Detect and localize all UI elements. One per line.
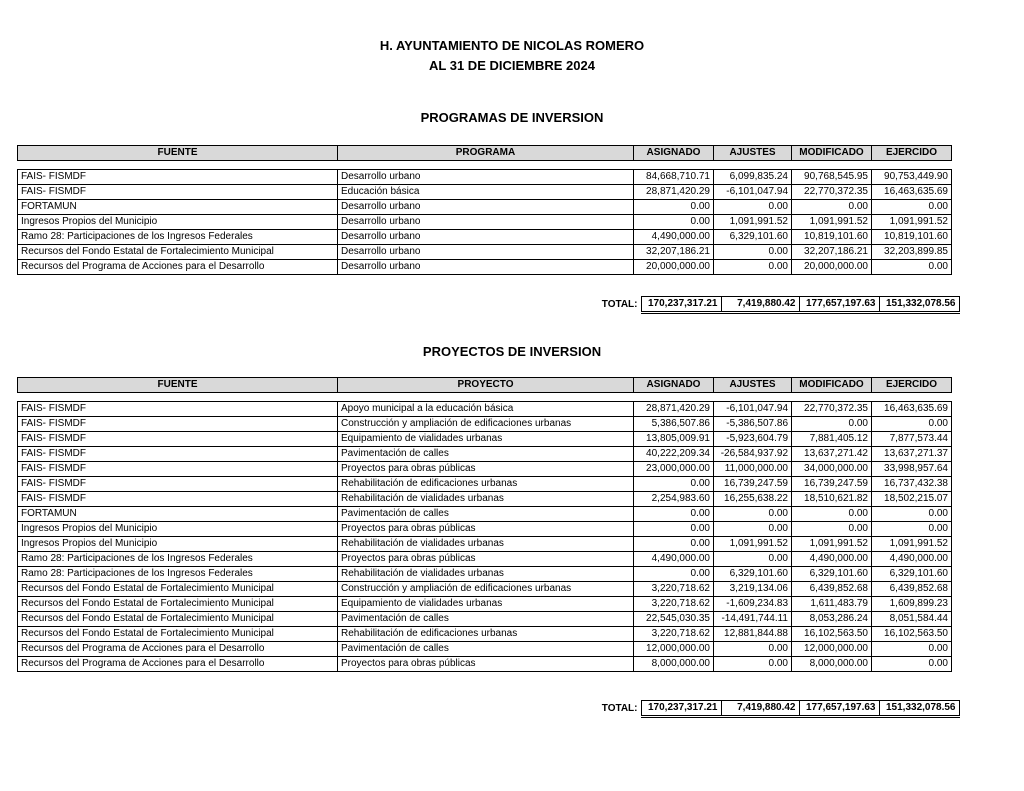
cell-proyecto: Pavimentación de calles bbox=[338, 612, 634, 627]
cell-asignado: 22,545,030.35 bbox=[634, 612, 714, 627]
cell-modificado: 18,510,621.82 bbox=[792, 492, 872, 507]
table-row bbox=[18, 627, 952, 642]
cell-modificado: 13,637,271.42 bbox=[792, 447, 872, 462]
cell-fuente: FAIS- FISMDF bbox=[18, 417, 338, 432]
cell-modificado: 22,770,372.35 bbox=[792, 185, 872, 200]
programas-total-ajustes: 7,419,880.42 bbox=[721, 297, 799, 313]
cell-fuente: Recursos del Fondo Estatal de Fortalecimiento Municipal bbox=[18, 627, 338, 642]
cell-programa: Desarrollo urbano bbox=[338, 260, 634, 275]
table-row bbox=[18, 230, 952, 245]
cell-programa: Desarrollo urbano bbox=[338, 245, 634, 260]
cell-ejercido: 4,490,000.00 bbox=[872, 552, 952, 567]
col-modificado: MODIFICADO bbox=[792, 146, 872, 161]
cell-fuente: Recursos del Fondo Estatal de Fortalecimiento Municipal bbox=[18, 597, 338, 612]
table-row bbox=[18, 582, 952, 597]
cell-asignado: 32,207,186.21 bbox=[634, 245, 714, 260]
cell-modificado: 4,490,000.00 bbox=[792, 552, 872, 567]
cell-fuente: Ramo 28: Participaciones de los Ingresos Federales bbox=[18, 552, 338, 567]
cell-asignado: 23,000,000.00 bbox=[634, 462, 714, 477]
programas-title: PROGRAMAS DE INVERSION bbox=[420, 110, 604, 125]
cell-modificado: 1,611,483.79 bbox=[792, 597, 872, 612]
cell-proyecto: Proyectos para obras públicas bbox=[338, 657, 634, 672]
cell-modificado: 0.00 bbox=[792, 507, 872, 522]
cell-asignado: 40,222,209.34 bbox=[634, 447, 714, 462]
cell-ajustes: 0.00 bbox=[714, 642, 792, 657]
cell-fuente: Ramo 28: Participaciones de los Ingresos Federales bbox=[18, 230, 338, 245]
proyectos-header-row bbox=[18, 378, 952, 393]
cell-ajustes: 12,881,844.88 bbox=[714, 627, 792, 642]
cell-ajustes: -5,386,507.86 bbox=[714, 417, 792, 432]
cell-asignado: 84,668,710.71 bbox=[634, 170, 714, 185]
proyectos-title: PROYECTOS DE INVERSION bbox=[422, 344, 602, 359]
programas-total-label: TOTAL: bbox=[601, 298, 638, 310]
cell-fuente: Ramo 28: Participaciones de los Ingresos Federales bbox=[18, 567, 338, 582]
spacer-cell bbox=[872, 161, 952, 170]
cell-ejercido: 16,463,635.69 bbox=[872, 185, 952, 200]
col-fuente: FUENTE bbox=[18, 146, 338, 161]
programas-total bbox=[17, 296, 960, 314]
cell-ejercido: 8,051,584.44 bbox=[872, 612, 952, 627]
table-row bbox=[18, 447, 952, 462]
cell-ajustes: 16,739,247.59 bbox=[714, 477, 792, 492]
cell-modificado: 10,819,101.60 bbox=[792, 230, 872, 245]
cell-ejercido: 32,203,899.85 bbox=[872, 245, 952, 260]
spacer-cell bbox=[634, 161, 714, 170]
spacer-cell bbox=[18, 161, 338, 170]
cell-ejercido: 16,463,635.69 bbox=[872, 402, 952, 417]
cell-modificado: 0.00 bbox=[792, 200, 872, 215]
programas-total-ejercido: 151,332,078.56 bbox=[879, 297, 959, 313]
cell-ajustes: 16,255,638.22 bbox=[714, 492, 792, 507]
spacer-cell bbox=[18, 393, 338, 402]
cell-modificado: 0.00 bbox=[792, 417, 872, 432]
cell-ejercido: 1,609,899.23 bbox=[872, 597, 952, 612]
spacer-row bbox=[18, 161, 952, 170]
cell-fuente: Recursos del Programa de Acciones para el Desarrollo bbox=[18, 657, 338, 672]
table-row bbox=[18, 260, 952, 275]
table-row bbox=[18, 642, 952, 657]
cell-ejercido: 90,753,449.90 bbox=[872, 170, 952, 185]
cell-ejercido: 7,877,573.44 bbox=[872, 432, 952, 447]
cell-ejercido: 16,737,432.38 bbox=[872, 477, 952, 492]
spacer-cell bbox=[792, 393, 872, 402]
cell-modificado: 8,053,286.24 bbox=[792, 612, 872, 627]
cell-fuente: FAIS- FISMDF bbox=[18, 477, 338, 492]
cell-ejercido: 0.00 bbox=[872, 657, 952, 672]
cell-fuente: FAIS- FISMDF bbox=[18, 492, 338, 507]
col-ajustes: AJUSTES bbox=[714, 146, 792, 161]
cell-proyecto: Construcción y ampliación de edificaciones urbanas bbox=[338, 417, 634, 432]
col-asignado: ASIGNADO bbox=[634, 146, 714, 161]
cell-proyecto: Apoyo municipal a la educación básica bbox=[338, 402, 634, 417]
cell-ajustes: -14,491,744.11 bbox=[714, 612, 792, 627]
cell-ejercido: 0.00 bbox=[872, 417, 952, 432]
cell-fuente: Recursos del Programa de Acciones para el Desarrollo bbox=[18, 260, 338, 275]
cell-ejercido: 0.00 bbox=[872, 522, 952, 537]
proyectos-total-ejercido: 151,332,078.56 bbox=[879, 701, 959, 717]
table-row bbox=[18, 552, 952, 567]
table-row bbox=[18, 432, 952, 447]
cell-ejercido: 0.00 bbox=[872, 260, 952, 275]
cell-fuente: FAIS- FISMDF bbox=[18, 402, 338, 417]
cell-proyecto: Proyectos para obras públicas bbox=[338, 462, 634, 477]
cell-proyecto: Rehabilitación de edificaciones urbanas bbox=[338, 477, 634, 492]
table-row bbox=[18, 185, 952, 200]
cell-fuente: Recursos del Fondo Estatal de Fortalecimiento Municipal bbox=[18, 582, 338, 597]
cell-fuente: Ingresos Propios del Municipio bbox=[18, 215, 338, 230]
cell-ajustes: 0.00 bbox=[714, 552, 792, 567]
cell-programa: Desarrollo urbano bbox=[338, 200, 634, 215]
cell-modificado: 32,207,186.21 bbox=[792, 245, 872, 260]
spacer-row bbox=[18, 393, 952, 402]
cell-proyecto: Rehabilitación de vialidades urbanas bbox=[338, 537, 634, 552]
col-asignado: ASIGNADO bbox=[634, 378, 714, 393]
cell-ajustes: -6,101,047.94 bbox=[714, 402, 792, 417]
spacer-cell bbox=[338, 161, 634, 170]
cell-asignado: 3,220,718.62 bbox=[634, 597, 714, 612]
cell-asignado: 0.00 bbox=[634, 507, 714, 522]
cell-asignado: 0.00 bbox=[634, 200, 714, 215]
cell-modificado: 90,768,545.95 bbox=[792, 170, 872, 185]
cell-fuente: FORTAMUN bbox=[18, 507, 338, 522]
proyectos-total bbox=[17, 700, 960, 718]
cell-proyecto: Construcción y ampliación de edificaciones urbanas bbox=[338, 582, 634, 597]
table-row bbox=[18, 215, 952, 230]
spacer-cell bbox=[792, 161, 872, 170]
cell-ajustes: 0.00 bbox=[714, 507, 792, 522]
cell-ejercido: 0.00 bbox=[872, 642, 952, 657]
col-modificado: MODIFICADO bbox=[792, 378, 872, 393]
cell-modificado: 16,102,563.50 bbox=[792, 627, 872, 642]
cell-ajustes: 1,091,991.52 bbox=[714, 215, 792, 230]
cell-asignado: 3,220,718.62 bbox=[634, 582, 714, 597]
col-fuente: FUENTE bbox=[18, 378, 338, 393]
cell-modificado: 1,091,991.52 bbox=[792, 215, 872, 230]
cell-ajustes: -5,923,604.79 bbox=[714, 432, 792, 447]
cell-proyecto: Equipamiento de vialidades urbanas bbox=[338, 432, 634, 447]
col-ejercido: EJERCIDO bbox=[872, 378, 952, 393]
table-row bbox=[18, 477, 952, 492]
cell-proyecto: Rehabilitación de edificaciones urbanas bbox=[338, 627, 634, 642]
proyectos-total-label: TOTAL: bbox=[601, 702, 638, 714]
cell-proyecto: Pavimentación de calles bbox=[338, 642, 634, 657]
cell-fuente: FAIS- FISMDF bbox=[18, 462, 338, 477]
cell-ajustes: 0.00 bbox=[714, 657, 792, 672]
cell-modificado: 7,881,405.12 bbox=[792, 432, 872, 447]
cell-modificado: 16,739,247.59 bbox=[792, 477, 872, 492]
programas-header-row bbox=[18, 146, 952, 161]
spacer-cell bbox=[714, 393, 792, 402]
cell-programa: Desarrollo urbano bbox=[338, 215, 634, 230]
spacer-cell bbox=[634, 393, 714, 402]
cell-asignado: 0.00 bbox=[634, 537, 714, 552]
cell-ejercido: 6,329,101.60 bbox=[872, 567, 952, 582]
cell-asignado: 0.00 bbox=[634, 477, 714, 492]
proyectos-table bbox=[17, 377, 952, 672]
cell-asignado: 0.00 bbox=[634, 215, 714, 230]
cell-proyecto: Rehabilitación de vialidades urbanas bbox=[338, 492, 634, 507]
table-row bbox=[18, 402, 952, 417]
cell-ajustes: 0.00 bbox=[714, 200, 792, 215]
cell-modificado: 8,000,000.00 bbox=[792, 657, 872, 672]
programas-total-asignado: 170,237,317.21 bbox=[641, 297, 721, 313]
cell-ejercido: 1,091,991.52 bbox=[872, 215, 952, 230]
cell-ejercido: 0.00 bbox=[872, 200, 952, 215]
cell-asignado: 12,000,000.00 bbox=[634, 642, 714, 657]
table-row bbox=[18, 597, 952, 612]
cell-fuente: FAIS- FISMDF bbox=[18, 447, 338, 462]
table-row bbox=[18, 462, 952, 477]
cell-fuente: Recursos del Fondo Estatal de Fortalecimiento Municipal bbox=[18, 245, 338, 260]
cell-programa: Educación básica bbox=[338, 185, 634, 200]
cell-modificado: 20,000,000.00 bbox=[792, 260, 872, 275]
spacer-cell bbox=[872, 393, 952, 402]
cell-asignado: 28,871,420.29 bbox=[634, 185, 714, 200]
cell-proyecto: Pavimentación de calles bbox=[338, 507, 634, 522]
table-row bbox=[18, 245, 952, 260]
cell-fuente: Recursos del Fondo Estatal de Fortalecimiento Municipal bbox=[18, 612, 338, 627]
table-row bbox=[18, 567, 952, 582]
report-date: AL 31 DE DICIEMBRE 2024 bbox=[429, 58, 595, 73]
cell-fuente: Recursos del Programa de Acciones para el Desarrollo bbox=[18, 642, 338, 657]
cell-ejercido: 18,502,215.07 bbox=[872, 492, 952, 507]
cell-ajustes: -6,101,047.94 bbox=[714, 185, 792, 200]
cell-asignado: 3,220,718.62 bbox=[634, 627, 714, 642]
table-row bbox=[18, 612, 952, 627]
cell-asignado: 0.00 bbox=[634, 522, 714, 537]
col-ajustes: AJUSTES bbox=[714, 378, 792, 393]
cell-fuente: FORTAMUN bbox=[18, 200, 338, 215]
table-row bbox=[18, 492, 952, 507]
cell-ajustes: 0.00 bbox=[714, 522, 792, 537]
cell-asignado: 4,490,000.00 bbox=[634, 230, 714, 245]
programas-total-modificado: 177,657,197.63 bbox=[799, 297, 879, 313]
table-row bbox=[18, 657, 952, 672]
cell-ejercido: 13,637,271.37 bbox=[872, 447, 952, 462]
cell-fuente: Ingresos Propios del Municipio bbox=[18, 522, 338, 537]
cell-ajustes: 1,091,991.52 bbox=[714, 537, 792, 552]
cell-ejercido: 16,102,563.50 bbox=[872, 627, 952, 642]
cell-modificado: 6,439,852.68 bbox=[792, 582, 872, 597]
cell-asignado: 2,254,983.60 bbox=[634, 492, 714, 507]
cell-modificado: 6,329,101.60 bbox=[792, 567, 872, 582]
cell-modificado: 1,091,991.52 bbox=[792, 537, 872, 552]
cell-asignado: 4,490,000.00 bbox=[634, 552, 714, 567]
cell-fuente: FAIS- FISMDF bbox=[18, 185, 338, 200]
table-row bbox=[18, 537, 952, 552]
report-title: H. AYUNTAMIENTO DE NICOLAS ROMERO bbox=[379, 38, 645, 53]
proyectos-total-modificado: 177,657,197.63 bbox=[799, 701, 879, 717]
proyectos-total-ajustes: 7,419,880.42 bbox=[721, 701, 799, 717]
cell-asignado: 0.00 bbox=[634, 567, 714, 582]
cell-ajustes: 6,329,101.60 bbox=[714, 567, 792, 582]
table-row bbox=[18, 170, 952, 185]
cell-ajustes: 11,000,000.00 bbox=[714, 462, 792, 477]
cell-ejercido: 1,091,991.52 bbox=[872, 537, 952, 552]
cell-ejercido: 6,439,852.68 bbox=[872, 582, 952, 597]
cell-fuente: Ingresos Propios del Municipio bbox=[18, 537, 338, 552]
col-programa: PROGRAMA bbox=[338, 146, 634, 161]
table-row bbox=[18, 417, 952, 432]
col-ejercido: EJERCIDO bbox=[872, 146, 952, 161]
cell-ajustes: 3,219,134.06 bbox=[714, 582, 792, 597]
proyectos-total-asignado: 170,237,317.21 bbox=[641, 701, 721, 717]
cell-modificado: 12,000,000.00 bbox=[792, 642, 872, 657]
cell-ajustes: 0.00 bbox=[714, 260, 792, 275]
cell-asignado: 13,805,009.91 bbox=[634, 432, 714, 447]
table-row bbox=[18, 200, 952, 215]
cell-asignado: 28,871,420.29 bbox=[634, 402, 714, 417]
cell-proyecto: Pavimentación de calles bbox=[338, 447, 634, 462]
cell-asignado: 8,000,000.00 bbox=[634, 657, 714, 672]
cell-programa: Desarrollo urbano bbox=[338, 230, 634, 245]
spacer-cell bbox=[714, 161, 792, 170]
programas-table bbox=[17, 145, 952, 275]
cell-ajustes: 0.00 bbox=[714, 245, 792, 260]
cell-ajustes: 6,099,835.24 bbox=[714, 170, 792, 185]
cell-ejercido: 0.00 bbox=[872, 507, 952, 522]
cell-ejercido: 10,819,101.60 bbox=[872, 230, 952, 245]
cell-proyecto: Proyectos para obras públicas bbox=[338, 552, 634, 567]
cell-ajustes: 6,329,101.60 bbox=[714, 230, 792, 245]
cell-modificado: 34,000,000.00 bbox=[792, 462, 872, 477]
cell-ejercido: 33,998,957.64 bbox=[872, 462, 952, 477]
cell-asignado: 5,386,507.86 bbox=[634, 417, 714, 432]
table-row bbox=[18, 522, 952, 537]
table-row bbox=[18, 507, 952, 522]
cell-proyecto: Equipamiento de vialidades urbanas bbox=[338, 597, 634, 612]
spacer-cell bbox=[338, 393, 634, 402]
cell-modificado: 22,770,372.35 bbox=[792, 402, 872, 417]
cell-fuente: FAIS- FISMDF bbox=[18, 170, 338, 185]
cell-proyecto: Proyectos para obras públicas bbox=[338, 522, 634, 537]
cell-fuente: FAIS- FISMDF bbox=[18, 432, 338, 447]
cell-asignado: 20,000,000.00 bbox=[634, 260, 714, 275]
cell-ajustes: -1,609,234.83 bbox=[714, 597, 792, 612]
cell-proyecto: Rehabilitación de vialidades urbanas bbox=[338, 567, 634, 582]
cell-modificado: 0.00 bbox=[792, 522, 872, 537]
col-proyecto: PROYECTO bbox=[338, 378, 634, 393]
cell-ajustes: -26,584,937.92 bbox=[714, 447, 792, 462]
cell-programa: Desarrollo urbano bbox=[338, 170, 634, 185]
